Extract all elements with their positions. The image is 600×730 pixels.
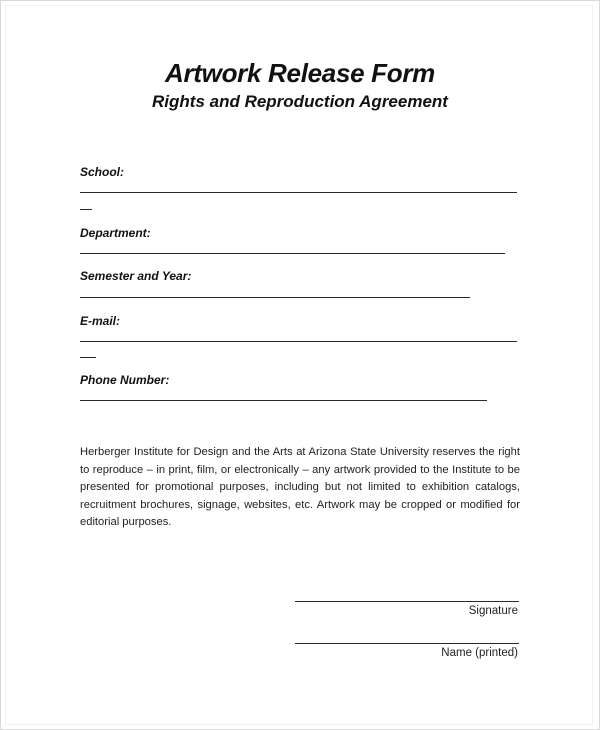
signature-line[interactable] (295, 601, 519, 602)
email-input-line[interactable] (80, 341, 517, 342)
phone-number-input-line[interactable] (80, 400, 487, 401)
department-label: Department: (80, 226, 151, 240)
email-input-line-continuation (80, 357, 96, 358)
email-label: E-mail: (80, 314, 121, 328)
school-input-line-continuation (80, 209, 92, 210)
school-label: School: (80, 165, 124, 179)
school-input-line[interactable] (80, 192, 517, 193)
page-inner-border (5, 5, 593, 725)
phone-number-label: Phone Number: (80, 373, 170, 387)
semester-year-label: Semester and Year: (80, 269, 192, 283)
signature-label: Signature (468, 605, 518, 617)
form-title: Artwork Release Form (165, 58, 435, 88)
rights-paragraph: Herberger Institute for Design and the Arts at Arizona State University reserves the right to reproduce – in print, film, or electronically – any artwork provided to the Institute to be presented for promotional purposes, including but not limited to exhibition catalogs, recruitment brochures, signage, websites, etc. Artwork may be cropped or modified for editorial purposes. (80, 446, 520, 528)
name-printed-label: Name (printed) (441, 647, 518, 659)
name-printed-line[interactable] (295, 643, 519, 644)
department-input-line[interactable] (80, 253, 505, 254)
form-subtitle: Rights and Reproduction Agreement (152, 92, 448, 111)
semester-year-input-line[interactable] (80, 297, 470, 298)
